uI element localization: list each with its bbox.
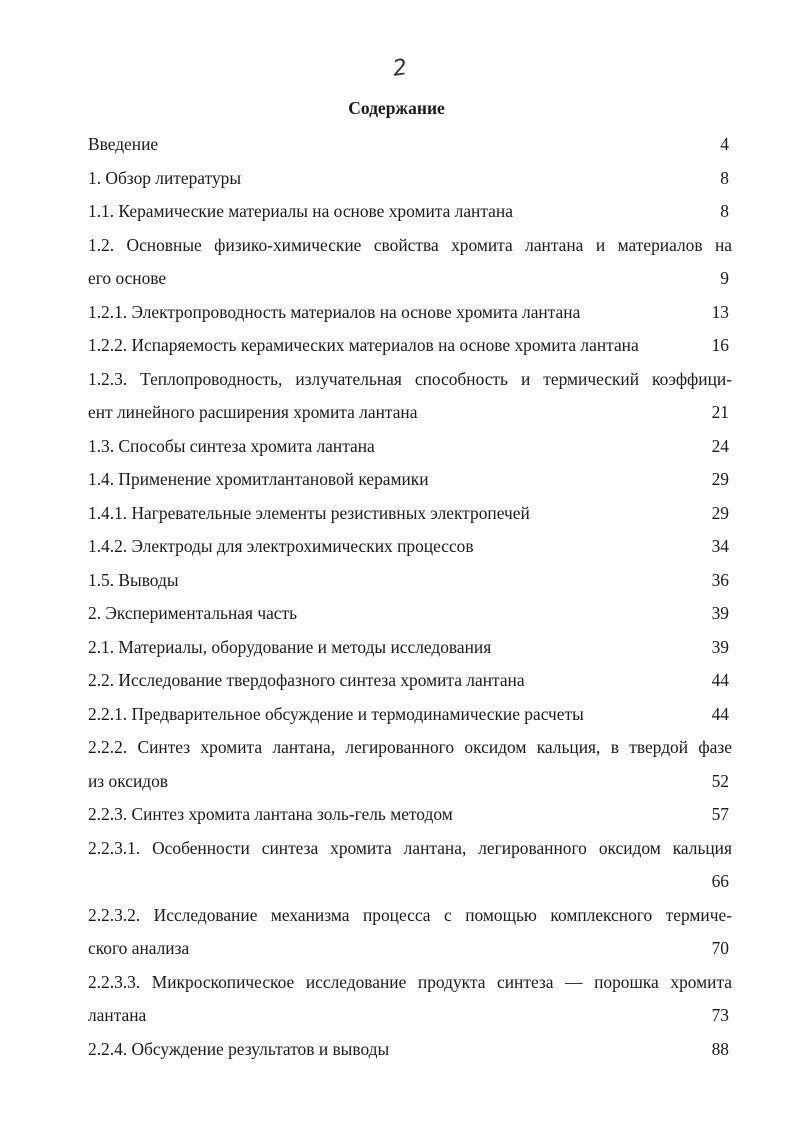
toc-entry-title: ент линейного расширения хромита лантана: [88, 402, 418, 422]
toc-entry-line: [88, 966, 732, 1000]
toc-entry-line: [88, 597, 732, 631]
toc-entry-line: [88, 664, 732, 698]
toc-entry-title: Введение: [88, 134, 159, 154]
toc-entry-line: [88, 1033, 732, 1067]
toc-entry-line: [88, 832, 732, 866]
toc-entry-page: 39: [711, 636, 729, 657]
toc-entry-line: [88, 128, 732, 162]
toc-entry-page: 39: [711, 603, 729, 623]
toc-entry-line: [88, 564, 732, 598]
toc-entry-line: [88, 798, 732, 832]
toc-entry-title: 2.2. Исследование твердофазного синтеза хромита лантана: [88, 670, 525, 690]
table-of-contents: [88, 128, 732, 1066]
toc-entry-line: [88, 329, 732, 363]
toc-entry-page: 8: [720, 201, 729, 221]
toc-entry-page: 57: [711, 804, 729, 824]
toc-entry-page: 44: [711, 703, 729, 724]
toc-entry-page: 66: [711, 871, 729, 891]
toc-entry-page: 29: [711, 502, 729, 523]
toc-entry-line: [88, 865, 732, 899]
toc-entry-page: 8: [720, 167, 729, 188]
toc-entry-line: [88, 899, 732, 933]
toc-entry-page: 9: [720, 268, 729, 288]
toc-entry-line: [88, 396, 732, 430]
toc-entry-title: 1.4. Применение хромитлантановой керамики: [88, 469, 429, 489]
toc-entry-title: 1.2. Основные физико-химические свойства хромита лантана и материалов на: [88, 234, 732, 255]
toc-entry-page: 24: [711, 435, 729, 456]
toc-entry-page: 70: [711, 938, 729, 958]
toc-entry-line: [88, 262, 732, 296]
toc-entry-title: 1.2.2. Испаряемость керамических материалов на основе хромита лантана: [88, 335, 639, 355]
toc-entry-title: 1.5. Выводы: [88, 569, 179, 590]
toc-entry-line: [88, 463, 732, 497]
toc-entry-title: 1.1. Керамические материалы на основе хромита лантана: [88, 201, 513, 221]
toc-entry-title: его основе: [88, 268, 167, 288]
page-number: 2: [391, 55, 409, 82]
toc-entry-title: 2.2.4. Обсуждение результатов и выводы: [88, 1038, 390, 1059]
toc-entry-title: 2.2.1. Предварительное обсуждение и термодинамические расчеты: [88, 703, 584, 724]
toc-entry-page: 29: [711, 469, 729, 489]
toc-entry-line: [88, 999, 732, 1033]
toc-entry-title: 2.1. Материалы, оборудование и методы исследования: [88, 636, 492, 657]
toc-entry-page: 34: [711, 536, 729, 556]
toc-entry-line: [88, 932, 732, 966]
toc-entry-title: 1.2.3. Теплопроводность, излучательная способность и термический коэффици-: [88, 368, 732, 389]
toc-entry-title: 1.2.1. Электропроводность материалов на основе хромита лантана: [88, 301, 581, 322]
toc-entry-line: [88, 363, 732, 397]
toc-entry-title: 2. Экспериментальная часть: [88, 603, 298, 623]
toc-entry-page: 4: [720, 134, 729, 154]
toc-entry-page: 13: [711, 301, 729, 322]
toc-entry-page: 88: [711, 1038, 729, 1059]
toc-entry-line: [88, 195, 732, 229]
toc-entry-title: 2.2.3.3. Микроскопическое исследование продукта синтеза — порошка хромита: [88, 971, 732, 992]
toc-entry-title: 1.3. Способы синтеза хромита лантана: [88, 435, 375, 456]
toc-entry-page: 52: [711, 770, 729, 791]
toc-entry-line: [88, 162, 732, 196]
toc-entry-page: 21: [711, 402, 729, 422]
toc-entry-page: 44: [711, 670, 729, 690]
toc-entry-page: 16: [711, 335, 729, 355]
toc-entry-line: [88, 631, 732, 665]
toc-entry-line: [88, 430, 732, 464]
toc-entry-title: 2.2.3. Синтез хромита лантана золь-гель методом: [88, 804, 453, 824]
toc-entry-line: [88, 229, 732, 263]
toc-entry-title: из оксидов: [88, 770, 169, 791]
toc-entry-title: 2.2.2. Синтез хромита лантана, легированного оксидом кальция, в твердой фазе: [88, 737, 732, 757]
toc-entry-title: 1.4.2. Электроды для электрохимических процессов: [88, 536, 474, 556]
toc-entry-line: [88, 731, 732, 765]
toc-entry-line: [88, 698, 732, 732]
toc-entry-title: 1. Обзор литературы: [88, 167, 242, 188]
toc-entry-title: 2.2.3.2. Исследование механизма процесса с помощью комплексного термиче-: [88, 904, 732, 925]
toc-entry-page: 36: [711, 569, 729, 590]
toc-entry-line: [88, 296, 732, 330]
toc-entry-line: [88, 497, 732, 531]
toc-entry-title: лантана: [88, 1005, 147, 1025]
toc-entry-title: 1.4.1. Нагревательные элементы резистивных электропечей: [88, 502, 530, 523]
toc-entry-title: 2.2.3.1. Особенности синтеза хромита лантана, легированного оксидом кальция: [88, 837, 732, 858]
toc-entry-title: ского анализа: [88, 938, 190, 958]
page-title: Содержание: [348, 98, 445, 118]
toc-entry-line: [88, 765, 732, 799]
toc-entry-line: [88, 530, 732, 564]
toc-entry-page: 73: [711, 1005, 729, 1025]
